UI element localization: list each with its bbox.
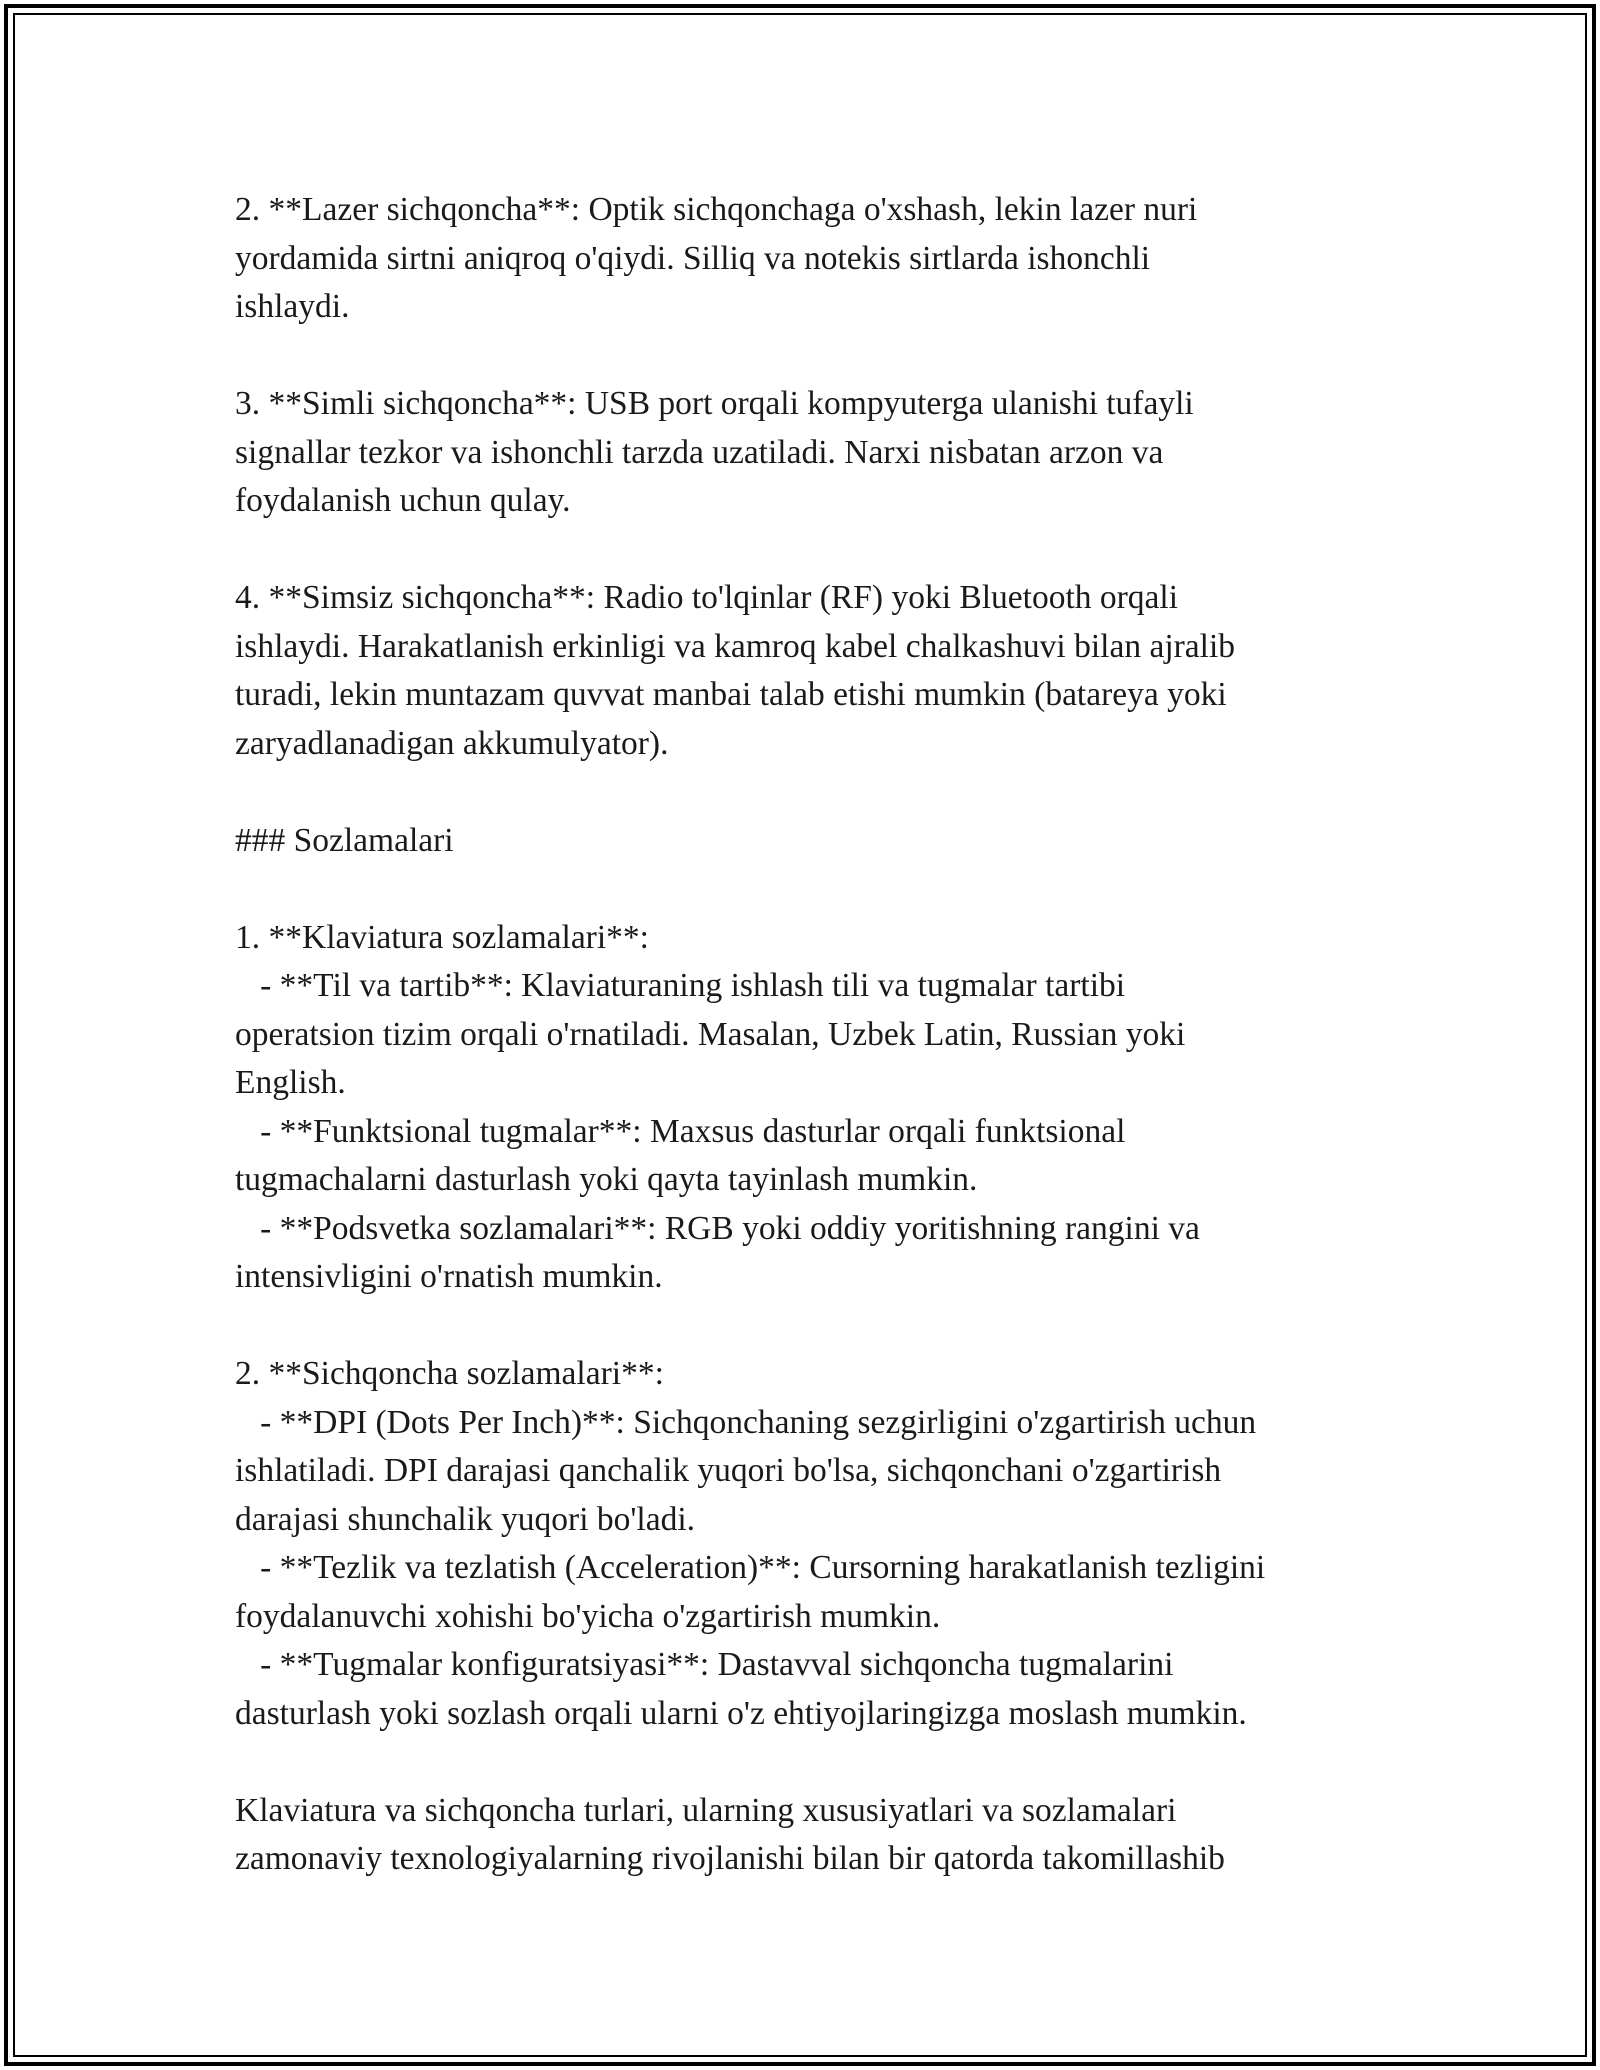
text-line: zaryadlanadigan akkumulyator). — [235, 724, 669, 762]
text-line: English. — [235, 1064, 346, 1101]
text-line: 4. **Simsiz sichqoncha**: Radio to'lqinlar (RF) yoki Bluetooth orqali — [235, 579, 1179, 616]
paragraph-gap — [235, 768, 1385, 817]
text-line: ishlaydi. — [235, 288, 350, 325]
text-line: - **Til va tartib**: Klaviaturaning ishlash tili va tugmalar tartibi — [235, 967, 1126, 1004]
heading-line: ### Sozlamalari — [235, 821, 454, 859]
paragraph-simsiz-sichqoncha — [235, 574, 1385, 768]
paragraph-gap — [235, 332, 1385, 381]
paragraph-simli-sichqoncha — [235, 380, 1385, 526]
text-line: Klaviatura va sichqoncha turlari, ularning xususiyatlari va sozlamalari — [235, 1791, 1177, 1829]
text-line: - **DPI (Dots Per Inch)**: Sichqonchaning sezgirligini o'zgartirish uchun — [235, 1403, 1257, 1441]
text-line: 2. **Sichqoncha sozlamalari**: — [235, 1355, 664, 1392]
text-line: - **Podsvetka sozlamalari**: RGB yoki oddiy yoritishning rangini va — [235, 1209, 1200, 1247]
text-line: ishlaydi. Harakatlanish erkinligi va kamroq kabel chalkashuvi bilan ajralib — [235, 627, 1236, 665]
text-line: tugmachalarni dasturlash yoki qayta tayinlash mumkin. — [235, 1161, 978, 1198]
text-line: dasturlash yoki sozlash orqali ularni o'z ehtiyojlaringizga moslash mumkin. — [235, 1694, 1247, 1732]
text-line: 3. **Simli sichqoncha**: USB port orqali kompyuterga ulanishi tufayli — [235, 385, 1194, 422]
document-body — [235, 186, 1385, 1884]
text-line: ishlatiladi. DPI darajasi qanchalik yuqori bo'lsa, sichqonchani o'zgartirish — [235, 1452, 1222, 1489]
text-line: 1. **Klaviatura sozlamalari**: — [235, 918, 649, 956]
paragraph-gap — [235, 865, 1385, 914]
section-heading-sozlamalari — [235, 817, 1385, 866]
paragraph-gap — [235, 1302, 1385, 1351]
paragraph-gap — [235, 526, 1385, 575]
text-line: yordamida sirtni aniqroq o'qiydi. Silliq va notekis sirtlarda ishonchli — [235, 239, 1151, 277]
text-line: operatsion tizim orqali o'rnatiladi. Masalan, Uzbek Latin, Russian yoki — [235, 1015, 1186, 1053]
text-line: - **Funktsional tugmalar**: Maxsus dasturlar orqali funktsional — [235, 1112, 1126, 1150]
text-line: - **Tezlik va tezlatish (Acceleration)**: Cursorning harakatlanish tezligini — [235, 1549, 1266, 1586]
paragraph-gap — [235, 1738, 1385, 1787]
paragraph-lazer-sichqoncha — [235, 186, 1385, 332]
text-line: - **Tugmalar konfiguratsiyasi**: Dastavval sichqoncha tugmalarini — [235, 1646, 1174, 1683]
text-line: foydalanish uchun qulay. — [235, 482, 571, 519]
text-line: turadi, lekin muntazam quvvat manbai talab etishi mumkin (batareya yoki — [235, 676, 1227, 713]
paragraph-klaviatura-sozlamalari — [235, 914, 1385, 1302]
text-line: signallar tezkor va ishonchli tarzda uzatiladi. Narxi nisbatan arzon va — [235, 433, 1164, 471]
text-line: intensivligini o'rnatish mumkin. — [235, 1258, 663, 1295]
text-line: zamonaviy texnologiyalarning rivojlanishi bilan bir qatorda takomillashib — [235, 1840, 1225, 1877]
paragraph-xulosa — [235, 1787, 1385, 1884]
text-line: foydalanuvchi xohishi bo'yicha o'zgartirish mumkin. — [235, 1597, 941, 1635]
paragraph-sichqoncha-sozlamalari — [235, 1350, 1385, 1738]
text-line: 2. **Lazer sichqoncha**: Optik sichqonchaga o'xshash, lekin lazer nuri — [235, 191, 1198, 228]
text-line: darajasi shunchalik yuqori bo'ladi. — [235, 1500, 696, 1538]
